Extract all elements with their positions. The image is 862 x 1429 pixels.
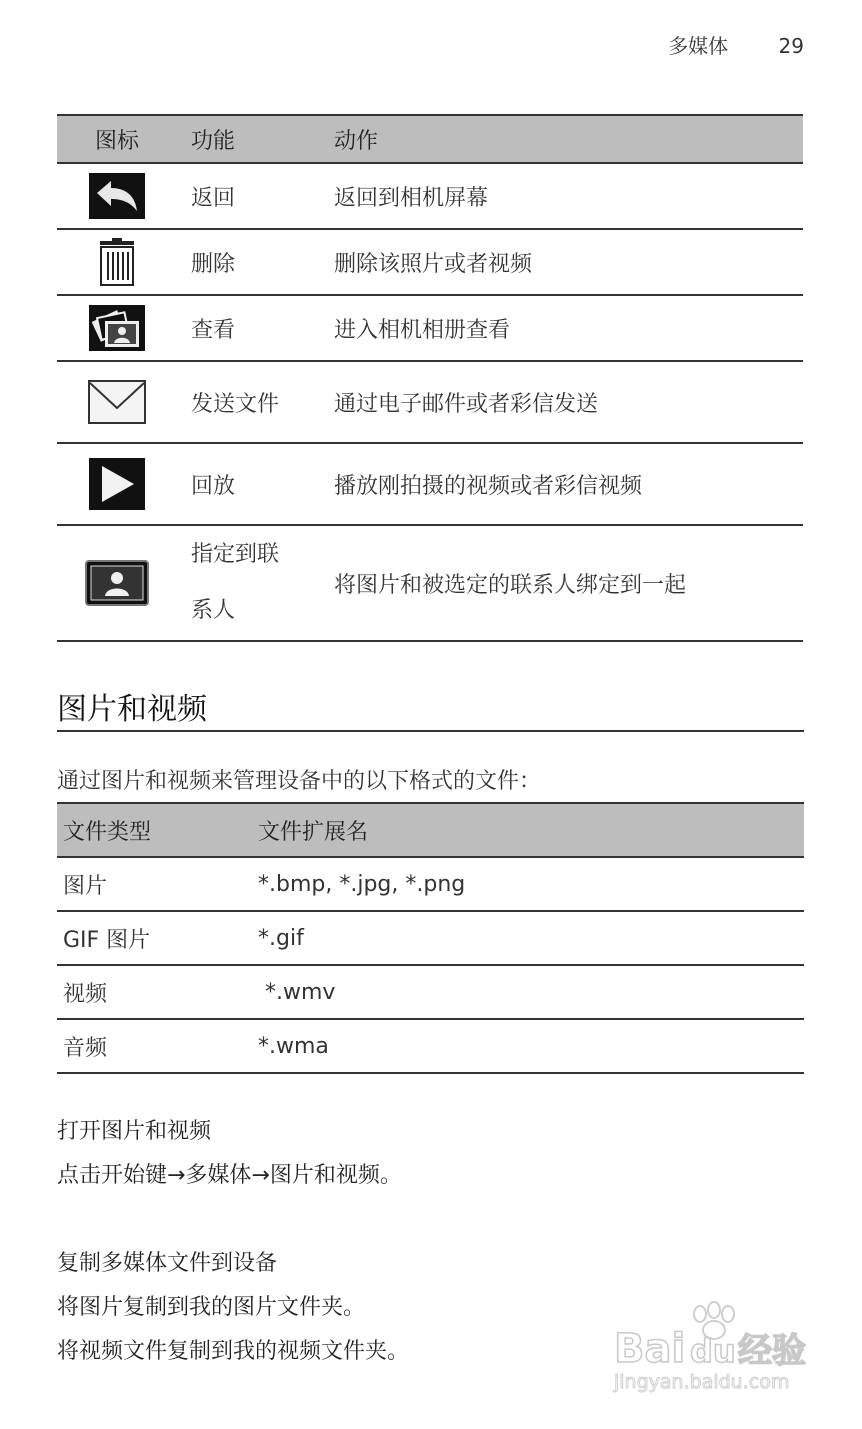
page-number: 29: [778, 34, 804, 58]
function-cell-line2: 系人: [191, 598, 236, 623]
play-icon: [89, 458, 145, 510]
table-row: [57, 295, 803, 361]
header-function: 功能: [177, 115, 334, 163]
table-row: [57, 361, 803, 443]
table-row: [57, 525, 803, 641]
watermark-suffix: 经验: [738, 1331, 806, 1371]
function-cell: 删除: [177, 229, 334, 295]
open-media-heading: 打开图片和视频: [57, 1119, 212, 1144]
function-cell: 查看: [177, 295, 334, 361]
file-format-table: [57, 802, 804, 1074]
watermark-brand: Bai: [614, 1326, 686, 1372]
action-cell: 将图片和被选定的联系人绑定到一起: [334, 525, 803, 641]
header-file-type: 文件类型: [57, 803, 252, 857]
file-type-cell: 视频: [57, 965, 252, 1019]
header-section-title: 多媒体: [668, 34, 729, 58]
copy-media-heading: 复制多媒体文件到设备: [57, 1251, 278, 1276]
copy-videos-instruction: 将视频文件复制到我的视频文件夹。: [57, 1339, 410, 1364]
action-cell: 进入相机相册查看: [334, 295, 803, 361]
copy-pictures-instruction: 将图片复制到我的图片文件夹。: [57, 1295, 366, 1320]
section-title: 图片和视频: [57, 684, 804, 732]
baidu-jingyan-watermark: [612, 1300, 812, 1395]
contact-icon: [85, 560, 149, 606]
table-row: [57, 857, 804, 911]
table-header-row: [57, 115, 803, 163]
page-header: [668, 30, 804, 59]
icon-function-table: [57, 114, 803, 642]
action-cell: 删除该照片或者视频: [334, 229, 803, 295]
function-cell-line1: 指定到联: [191, 542, 280, 567]
table-row: [57, 443, 803, 525]
watermark-url: jingyan.baidu.com: [614, 1371, 790, 1393]
file-extension-cell: *.wmv: [252, 965, 804, 1019]
album-icon: [89, 305, 145, 351]
table-row: [57, 1019, 804, 1073]
table-row: [57, 163, 803, 229]
table-row: [57, 965, 804, 1019]
action-cell: 返回到相机屏幕: [334, 163, 803, 229]
function-cell: 发送文件: [177, 361, 334, 443]
table-row: [57, 911, 804, 965]
file-type-cell: 图片: [57, 857, 252, 911]
trash-icon: [99, 238, 135, 286]
file-extension-cell: *.bmp, *.jpg, *.png: [252, 857, 804, 911]
action-cell: 播放刚拍摄的视频或者彩信视频: [334, 443, 803, 525]
table-row: [57, 229, 803, 295]
file-extension-cell: *.wma: [252, 1019, 804, 1073]
file-type-cell: 音频: [57, 1019, 252, 1073]
section-intro: 通过图片和视频来管理设备中的以下格式的文件：: [57, 769, 542, 794]
function-cell: 回放: [177, 443, 334, 525]
envelope-icon: [88, 380, 146, 424]
back-arrow-icon: [89, 173, 145, 219]
watermark-brand-du: du: [690, 1332, 736, 1370]
header-icon: 图标: [57, 115, 177, 163]
function-cell: 返回: [177, 163, 334, 229]
table-header-row: [57, 803, 804, 857]
file-type-cell: GIF 图片: [57, 911, 252, 965]
header-file-extension: 文件扩展名: [252, 803, 804, 857]
header-action: 动作: [334, 115, 803, 163]
action-cell: 通过电子邮件或者彩信发送: [334, 361, 803, 443]
file-extension-cell: *.gif: [252, 911, 804, 965]
open-media-steps: 点击开始键→多媒体→图片和视频。: [57, 1163, 402, 1188]
